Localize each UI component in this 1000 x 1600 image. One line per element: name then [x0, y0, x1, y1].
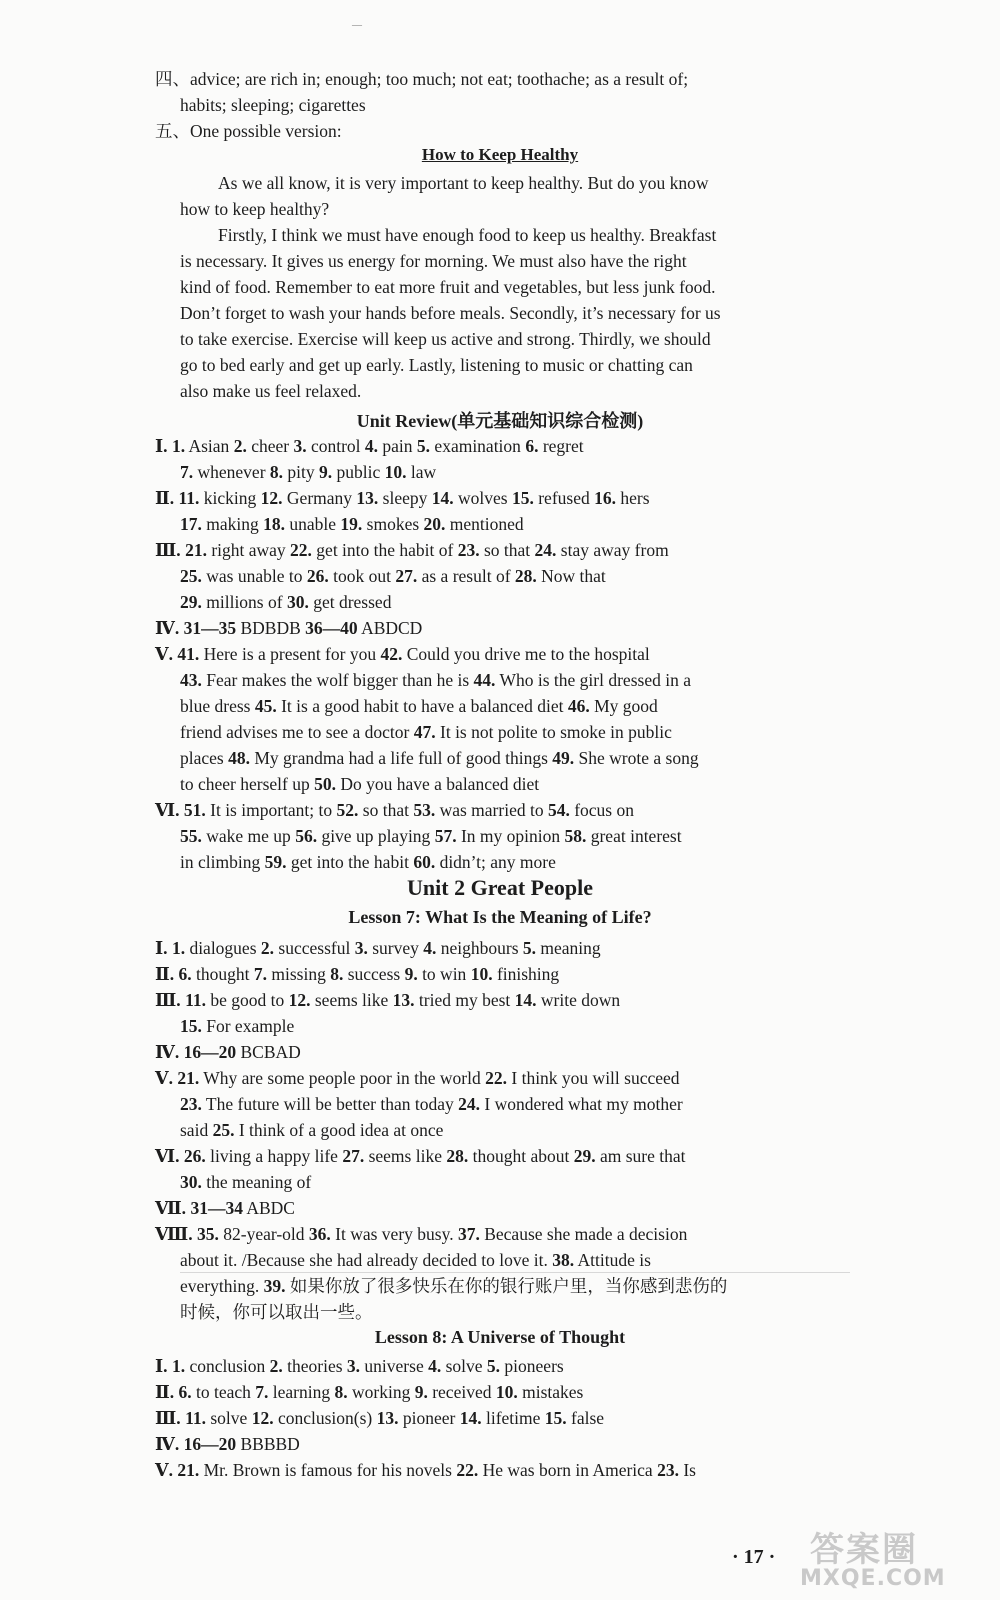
essay-line: to take exercise. Exercise will keep us active and strong. Thirdly, we should: [180, 329, 711, 349]
review-line: blue dress 45. It is a good habit to have a balanced diet 46. My good: [180, 696, 658, 716]
lesson7-title: Lesson 7: What Is the Meaning of Life?: [348, 907, 652, 927]
lesson7-line: 30. the meaning of: [180, 1172, 312, 1192]
essay-line: As we all know, it is very important to keep healthy. But do you know: [218, 173, 709, 193]
unit-review-title: Unit Review(单元基础知识综合检测): [356, 411, 644, 431]
lesson7-line: Ⅱ. 6. thought 7. missing 8. success 9. to win 10. finishing: [155, 964, 560, 984]
lesson7-line: Ⅴ. 21. Why are some people poor in the world 22. I think you will succeed: [155, 1068, 680, 1088]
lesson7-line: Ⅰ. 1. dialogues 2. successful 3. survey 4. neighbours 5. meaning: [155, 938, 601, 958]
review-line: 29. millions of 30. get dressed: [180, 592, 392, 612]
watermark-logo: [800, 1522, 975, 1594]
lesson7-line: 15. For example: [180, 1016, 295, 1036]
review-line: 7. whenever 8. pity 9. public 10. law: [180, 462, 437, 482]
review-line: 55. wake me up 56. give up playing 57. In my opinion 58. great interest: [180, 826, 682, 846]
review-line: Ⅲ. 21. right away 22. get into the habit of 23. so that 24. stay away from: [155, 540, 669, 560]
watermark-bottom: MXQE.COM: [800, 1566, 946, 1591]
review-line: 25. was unable to 26. took out 27. as a result of 28. Now that: [180, 566, 606, 586]
essay-line: is necessary. It gives us energy for morning. We must also have the right: [180, 251, 687, 271]
lesson7-line: said 25. I think of a good idea at once: [180, 1120, 444, 1140]
lesson7-line: Ⅶ. 31—34 ABDC: [155, 1198, 295, 1218]
lesson8-line: Ⅲ. 11. solve 12. conclusion(s) 13. pioneer 14. lifetime 15. false: [155, 1408, 605, 1428]
lesson7-line: Ⅳ. 16—20 BCBAD: [155, 1042, 301, 1062]
watermark-top: 答案圈: [810, 1530, 918, 1570]
lesson8-line: Ⅴ. 21. Mr. Brown is famous for his novels 22. He was born in America 23. Is: [155, 1460, 696, 1480]
review-line: 17. making 18. unable 19. smokes 20. mentioned: [180, 514, 524, 534]
review-line: to cheer herself up 50. Do you have a balanced diet: [180, 774, 540, 794]
essay-line: also make us feel relaxed.: [180, 381, 362, 401]
review-line: Ⅴ. 41. Here is a present for you 42. Could you drive me to the hospital: [155, 644, 650, 664]
lesson7-line: everything. 39. 如果你放了很多快乐在你的银行账户里，当你感到悲伤的: [180, 1276, 728, 1296]
lesson7-line: 时候，你可以取出一些。: [180, 1302, 373, 1322]
review-line: in climbing 59. get into the habit 60. didn’t; any more: [180, 852, 556, 872]
essay-line: Firstly, I think we must have enough food to keep us healthy. Breakfast: [218, 225, 717, 245]
top-mark: —: [352, 20, 362, 31]
review-line: places 48. My grandma had a life full of good things 49. She wrote a song: [180, 748, 699, 768]
review-line: friend advises me to see a doctor 47. It is not polite to smoke in public: [180, 722, 672, 742]
lesson8-line: Ⅰ. 1. conclusion 2. theories 3. universe 4. solve 5. pioneers: [155, 1356, 564, 1376]
lesson8-line: Ⅳ. 16—20 BBBBD: [155, 1434, 300, 1454]
section4-line1: 四、advice; are rich in; enough; too much; not eat; toothache; as a result of;: [155, 69, 689, 89]
lesson7-line: 23. The future will be better than today 24. I wondered what my mother: [180, 1094, 683, 1114]
essay-title: How to Keep Healthy: [421, 145, 579, 164]
lesson7-line: Ⅵ. 26. living a happy life 27. seems like 28. thought about 29. am sure that: [155, 1146, 686, 1166]
essay-line: how to keep healthy?: [180, 199, 330, 219]
section5-line1: 五、One possible version:: [155, 121, 342, 141]
review-line: Ⅵ. 51. It is important; to 52. so that 53. was married to 54. focus on: [155, 800, 634, 820]
review-line: Ⅰ. 1. Asian 2. cheer 3. control 4. pain 5. examination 6. regret: [155, 436, 584, 456]
essay-line: Don’t forget to wash your hands before meals. Secondly, it’s necessary for us: [180, 303, 721, 323]
review-line: Ⅱ. 11. kicking 12. Germany 13. sleepy 14. wolves 15. refused 16. hers: [155, 488, 650, 508]
lesson8-line: Ⅱ. 6. to teach 7. learning 8. working 9. received 10. mistakes: [155, 1382, 584, 1402]
review-line: Ⅳ. 31—35 BDBDB 36—40 ABDCD: [155, 618, 423, 638]
essay-line: kind of food. Remember to eat more fruit and vegetables, but less junk food.: [180, 277, 716, 297]
lesson7-line: Ⅲ. 11. be good to 12. seems like 13. tried my best 14. write down: [155, 990, 621, 1010]
lesson7-line: about it. /Because she had already decided to love it. 38. Attitude is: [180, 1250, 651, 1270]
lesson7-line: Ⅷ. 35. 82-year-old 36. It was very busy. 37. Because she made a decision: [155, 1224, 688, 1244]
essay-line: go to bed early and get up early. Lastly, listening to music or chatting can: [180, 355, 693, 375]
unit2-title: Unit 2 Great People: [407, 875, 593, 900]
review-line: 43. Fear makes the wolf bigger than he is 44. Who is the girl dressed in a: [180, 670, 691, 690]
lesson8-title: Lesson 8: A Universe of Thought: [374, 1327, 626, 1347]
section4-line2: habits; sleeping; cigarettes: [180, 95, 366, 115]
page-number: · 17 ·: [732, 1546, 776, 1568]
